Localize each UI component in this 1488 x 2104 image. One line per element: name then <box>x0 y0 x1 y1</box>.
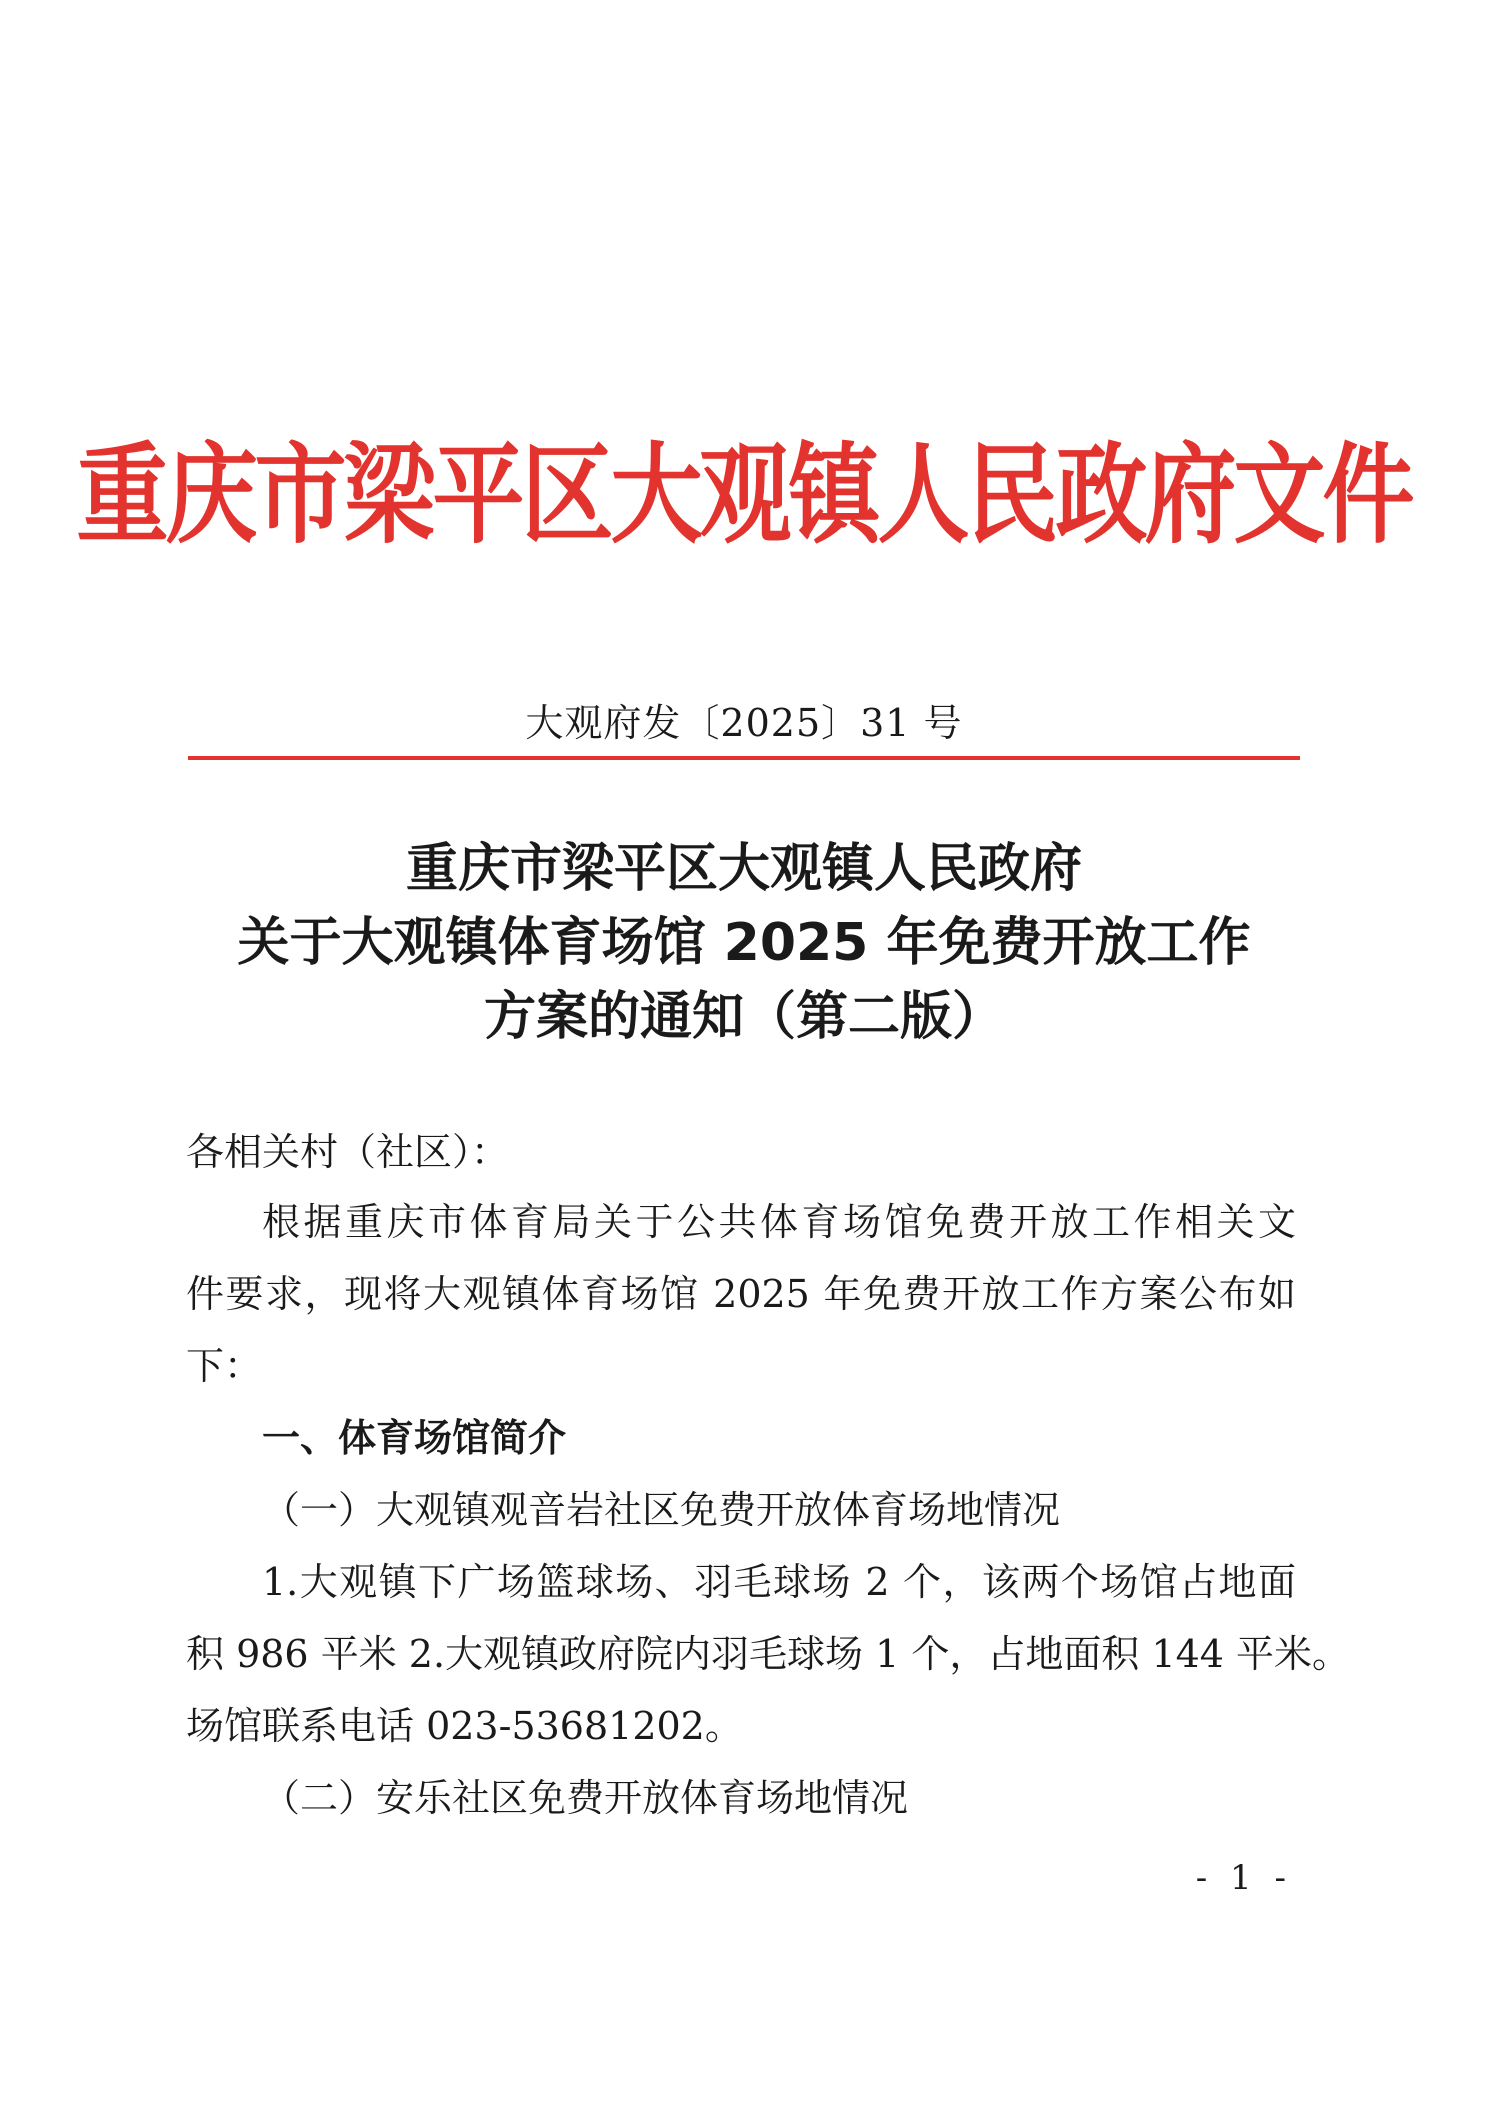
subsection-1-line-3: 场馆联系电话 023-53681202。 <box>186 1704 743 1748</box>
notice-title <box>0 832 1488 1054</box>
subsection-1-heading: （一）大观镇观音岩社区免费开放体育场地情况 <box>262 1488 1061 1532</box>
section-1-heading: 一、体育场馆简介 <box>262 1416 567 1460</box>
title-line-1: 重庆市梁平区大观镇人民政府 <box>405 839 1082 899</box>
page-number: - 1 - <box>1195 1858 1292 1898</box>
document-number: 大观府发〔2025〕31 号 <box>525 701 963 745</box>
intro-line-2: 件要求，现将大观镇体育场馆 2025 年免费开放工作方案公布如 <box>186 1272 1296 1316</box>
intro-line-1: 根据重庆市体育局关于公共体育场馆免费开放工作相关文 <box>262 1200 1296 1244</box>
subsection-1-line-2: 积 986 平米 2.大观镇政府院内羽毛球场 1 个，占地面积 144 平米。 <box>186 1632 1351 1676</box>
salutation: 各相关村（社区）： <box>186 1130 510 1174</box>
title-line-3: 方案的通知（第二版） <box>483 987 1004 1047</box>
subsection-1-line-1: 1.大观镇下广场篮球场、羽毛球场 2 个，该两个场馆占地面 <box>262 1560 1296 1604</box>
red-divider-line <box>188 756 1300 760</box>
intro-line-3: 下： <box>186 1344 263 1388</box>
subsection-2-heading: （二）安乐社区免费开放体育场地情况 <box>262 1776 909 1820</box>
title-line-2: 关于大观镇体育场馆 2025 年免费开放工作 <box>237 913 1251 973</box>
masthead-title: 重庆市梁平区大观镇人民政府文件 <box>76 432 1412 559</box>
